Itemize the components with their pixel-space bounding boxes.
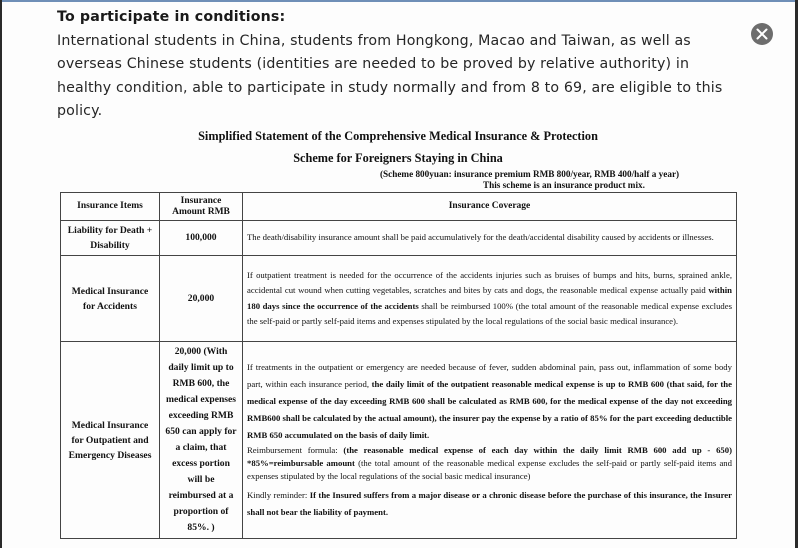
row-death-disability-amount: 100,000: [160, 221, 243, 256]
row-outpatient-coverage: [243, 342, 737, 539]
table-header-row: [61, 193, 737, 221]
close-button[interactable]: [751, 23, 773, 45]
formula-text: (the reasonable medical expense of each day within the daily limit RMB 600 add up - 650) *85%=reimbursable amount: [247, 445, 732, 468]
accidents-coverage-text-a: If outpatient treatment is needed for the occurrence of the accidents injuries such as bruises of bumps and hits, burns, sprained ankle, accidental cut wound when cutting vegetables, scratches and bites by cats and dogs, the reasonable medical expense actually paid: [247, 269, 732, 295]
accidents-coverage-text-b: within 180 days since the occurrence of the accidents: [247, 285, 732, 311]
formula-note: (the total amount of the reasonable medical expense excludes the self-paid or partly self-paid items and expenses stipulated by the local regulations of the social basic medical insurance): [247, 458, 732, 481]
outpatient-coverage-text-a: If treatments in the outpatient or emergency are needed because of fever, sudden abdominal pain, pass out, inflammation of some body part, within each insurance period,: [247, 362, 732, 389]
insurance-statement-image: [60, 125, 736, 539]
row-death-disability-item: Liability for Death + Disability: [61, 221, 160, 256]
table-row: [61, 256, 737, 342]
scheme-premium-note: (Scheme 800yuan: insurance premium RMB 800/year, RMB 400/half a year): [380, 169, 680, 179]
table-row: [61, 221, 737, 256]
window-left-edge: [0, 0, 2, 548]
reminder-label: Kindly reminder:: [247, 490, 310, 500]
close-icon: [756, 28, 768, 40]
formula-label: Reimbursement formula:: [247, 445, 344, 455]
outpatient-coverage-text-b: the daily limit of the outpatient reasonable medical expense is up to RMB 600 (that said, for the medical expense of the day exceeding RMB 600 shall be calculated as RMB 600, for the medical expense of the day not exceeding RMB600 shall be calculated by the actual amount), the insurer pay the expense by a ratio of 85% for the part exceeding deductible RMB 650 accumulated on the basis of daily limit.: [247, 379, 732, 440]
scheme-mix-note: This scheme is an insurance product mix.: [483, 179, 645, 190]
row-outpatient-amount: 20,000 (With daily limit up to RMB 600, the medical expenses exceeding RMB 650 can apply for a claim, that excess portion will be reimbursed at a proportion of 85%. ): [160, 342, 243, 539]
reimbursement-formula: [247, 444, 732, 483]
coverage-table: [60, 192, 737, 539]
statement-title-line1: Simplified Statement of the Comprehensive Medical Insurance & Protection: [198, 129, 598, 143]
kindly-reminder: [247, 487, 732, 521]
reminder-text: If the Insured suffers from a major disease or a chronic disease before the purchase of this insurance, the Insurer shall not bear the liability of payment.: [247, 490, 732, 517]
row-accidents-amount: 20,000: [160, 256, 243, 342]
header-insurance-amount: Insurance Amount RMB: [160, 193, 243, 221]
row-accidents-coverage: [243, 256, 737, 342]
conditions-text: International students in China, students from Hongkong, Macao and Taiwan, as well as overseas Chinese students (identities are needed to be proved by relative authority) in healthy condition, able to participate in study normally and from 8 to 69, are eligible to this policy.: [57, 32, 723, 119]
window-top-edge: [0, 0, 798, 2]
participation-conditions: [57, 6, 747, 124]
row-death-disability-coverage: The death/disability insurance amount shall be paid accumulatively for the death/accidental disability caused by accidents or illnesses.: [243, 221, 737, 256]
accidents-coverage-text-c: shall be reimbursed 100% (the total amount of the reasonable medical expense excludes the self-paid or partly self-paid items and expenses stipulated by the local regulations of the social basic medical insurance).: [247, 300, 732, 326]
outpatient-coverage-paragraph: [247, 359, 732, 444]
header-insurance-items: Insurance Items: [61, 193, 160, 221]
row-outpatient-item: Medical Insurance for Outpatient and Emergency Diseases: [61, 342, 160, 539]
table-row: [61, 342, 737, 539]
row-accidents-item: Medical Insurance for Accidents: [61, 256, 160, 342]
conditions-heading: To participate in conditions:: [57, 9, 286, 25]
header-insurance-coverage: Insurance Coverage: [243, 193, 737, 221]
statement-title-line2: Scheme for Foreigners Staying in China: [293, 151, 503, 165]
